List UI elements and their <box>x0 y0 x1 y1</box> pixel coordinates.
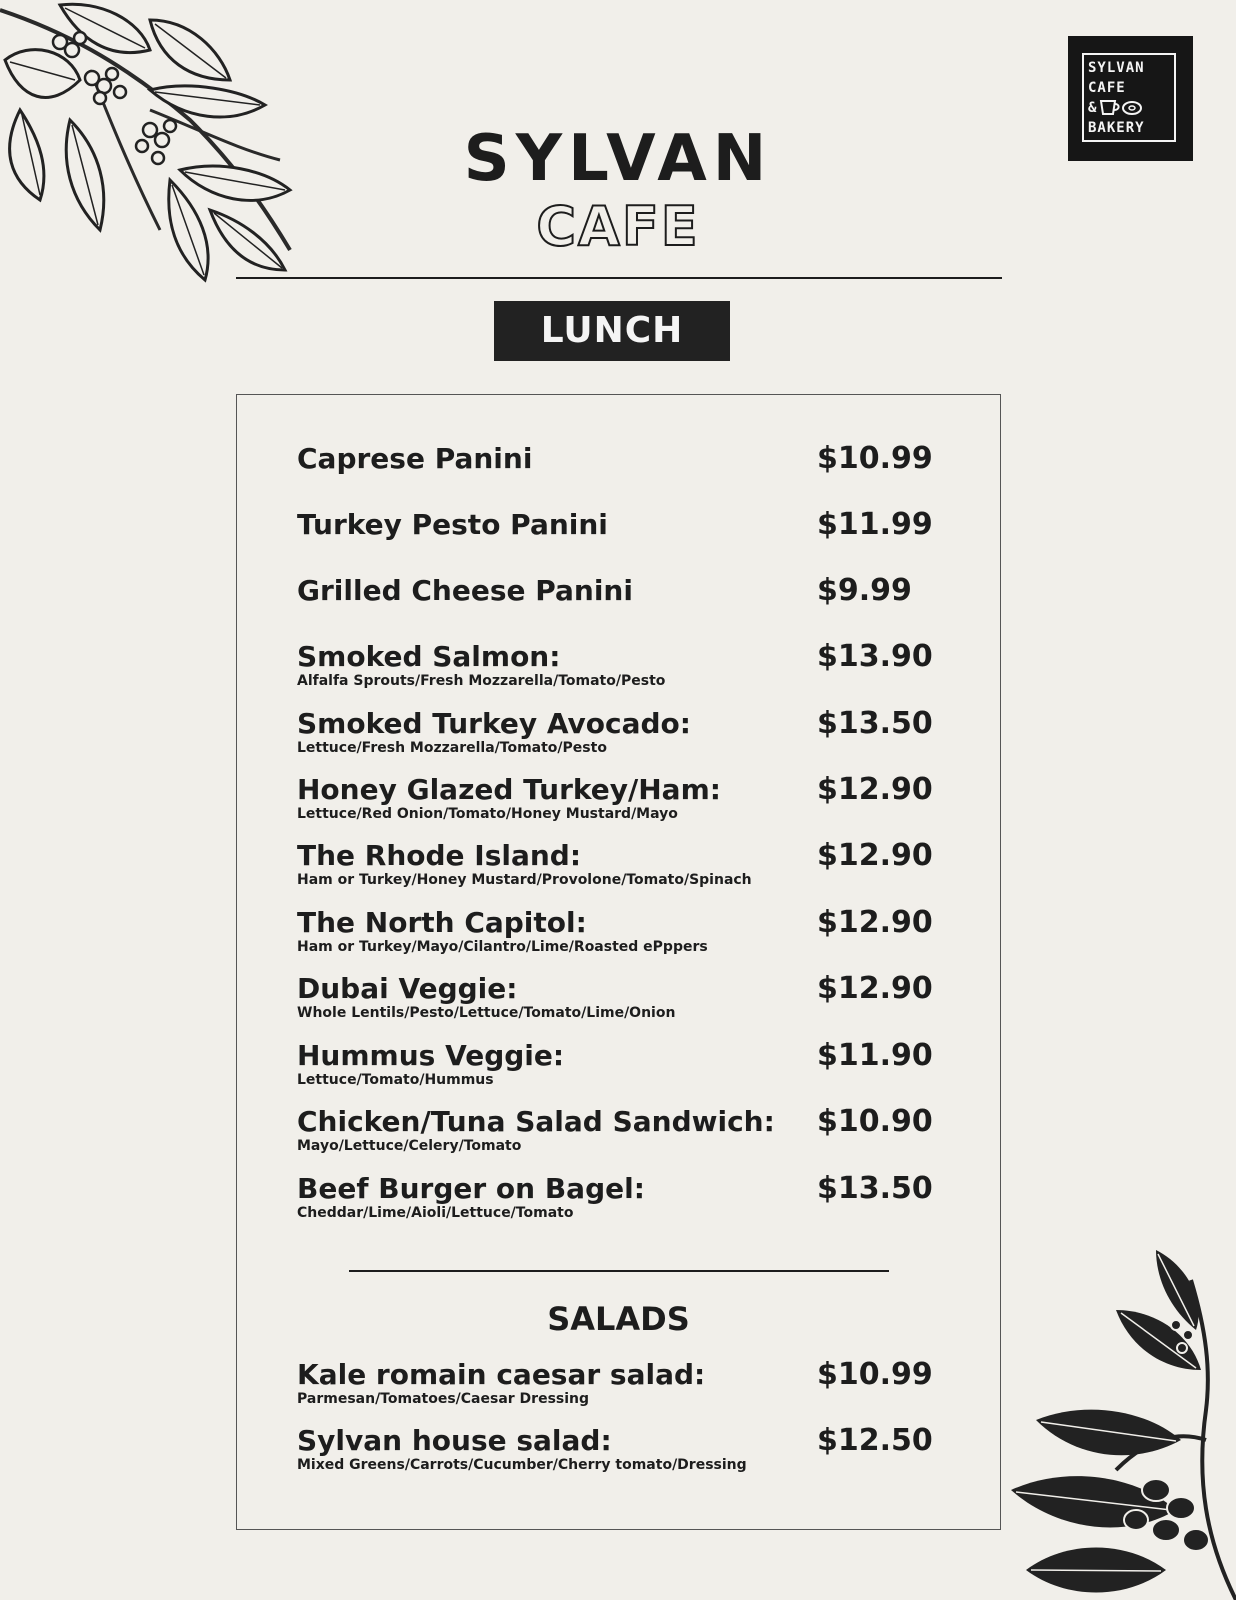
menu-item-description: Cheddar/Lime/Aioli/Lettuce/Tomato <box>297 1205 574 1221</box>
menu-item-description: Lettuce/Fresh Mozzarella/Tomato/Pesto <box>297 740 607 756</box>
coffee-plant-icon <box>1006 1240 1236 1600</box>
menu-item-price: $13.90 <box>817 639 933 674</box>
section-badge: LUNCH <box>494 301 730 361</box>
menu-item-price: $12.90 <box>817 905 933 940</box>
menu-item-name: Smoked Turkey Avocado: <box>297 707 691 740</box>
menu-item-name: The Rhode Island: <box>297 839 582 872</box>
divider <box>349 1270 889 1272</box>
menu-item-description: Mixed Greens/Carrots/Cucumber/Cherry tomato/Dressing <box>297 1457 747 1473</box>
menu-item-description: Ham or Turkey/Honey Mustard/Provolone/Tomato/Spinach <box>297 872 752 888</box>
menu-item-price: $9.99 <box>817 573 912 608</box>
menu-item-description: Parmesan/Tomatoes/Caesar Dressing <box>297 1391 590 1407</box>
menu-card <box>236 394 1001 1530</box>
menu-item-description: Alfalfa Sprouts/Fresh Mozzarella/Tomato/Pesto <box>297 673 666 689</box>
menu-item-name: Beef Burger on Bagel: <box>297 1172 645 1205</box>
menu-item-description: Whole Lentils/Pesto/Lettuce/Tomato/Lime/Onion <box>297 1005 676 1021</box>
logo-line-4: BAKERY <box>1088 120 1145 136</box>
menu-item-description: Mayo/Lettuce/Celery/Tomato <box>297 1138 522 1154</box>
menu-item-price: $10.90 <box>817 1104 933 1139</box>
menu-item-description: Lettuce/Tomato/Hummus <box>297 1072 494 1088</box>
menu-item-name: Honey Glazed Turkey/Ham: <box>297 773 721 806</box>
divider <box>236 277 1002 279</box>
menu-item-price: $12.90 <box>817 971 933 1006</box>
section-heading: SALADS <box>547 1300 690 1338</box>
menu-item-price: $12.90 <box>817 838 933 873</box>
menu-item-name: Turkey Pesto Panini <box>297 508 608 541</box>
menu-item-name: Chicken/Tuna Salad Sandwich: <box>297 1105 775 1138</box>
menu-item-price: $13.50 <box>817 1171 933 1206</box>
logo-line-1: SYLVAN <box>1088 60 1145 76</box>
menu-item-price: $13.50 <box>817 706 933 741</box>
page-title: SYLVAN <box>463 122 773 196</box>
menu-item-description: Ham or Turkey/Mayo/Cilantro/Lime/Roasted ePppers <box>297 939 708 955</box>
menu-item-name: The North Capitol: <box>297 906 587 939</box>
menu-item-name: Smoked Salmon: <box>297 640 561 673</box>
coffee-cup-icon <box>1099 98 1143 116</box>
menu-item-name: Sylvan house salad: <box>297 1424 612 1457</box>
donut-icon <box>1123 102 1141 114</box>
menu-item-description: Lettuce/Red Onion/Tomato/Honey Mustard/Mayo <box>297 806 678 822</box>
menu-item-price: $12.90 <box>817 772 933 807</box>
logo-line-3-wrap <box>1088 98 1170 118</box>
menu-item-price: $12.50 <box>817 1423 933 1458</box>
menu-item-price: $11.90 <box>817 1038 933 1073</box>
menu-item-name: Caprese Panini <box>297 442 533 475</box>
menu-item-name: Dubai Veggie: <box>297 972 518 1005</box>
menu-item-price: $10.99 <box>817 1357 933 1392</box>
logo-line-2: CAFE <box>1088 80 1126 96</box>
menu-item-name: Grilled Cheese Panini <box>297 574 633 607</box>
logo-line-3: & <box>1088 100 1098 116</box>
menu-item-price: $11.99 <box>817 507 933 542</box>
page-subtitle: CAFE <box>536 195 700 258</box>
menu-item-price: $10.99 <box>817 441 933 476</box>
menu-item-name: Hummus Veggie: <box>297 1039 565 1072</box>
menu-item-name: Kale romain caesar salad: <box>297 1358 706 1391</box>
